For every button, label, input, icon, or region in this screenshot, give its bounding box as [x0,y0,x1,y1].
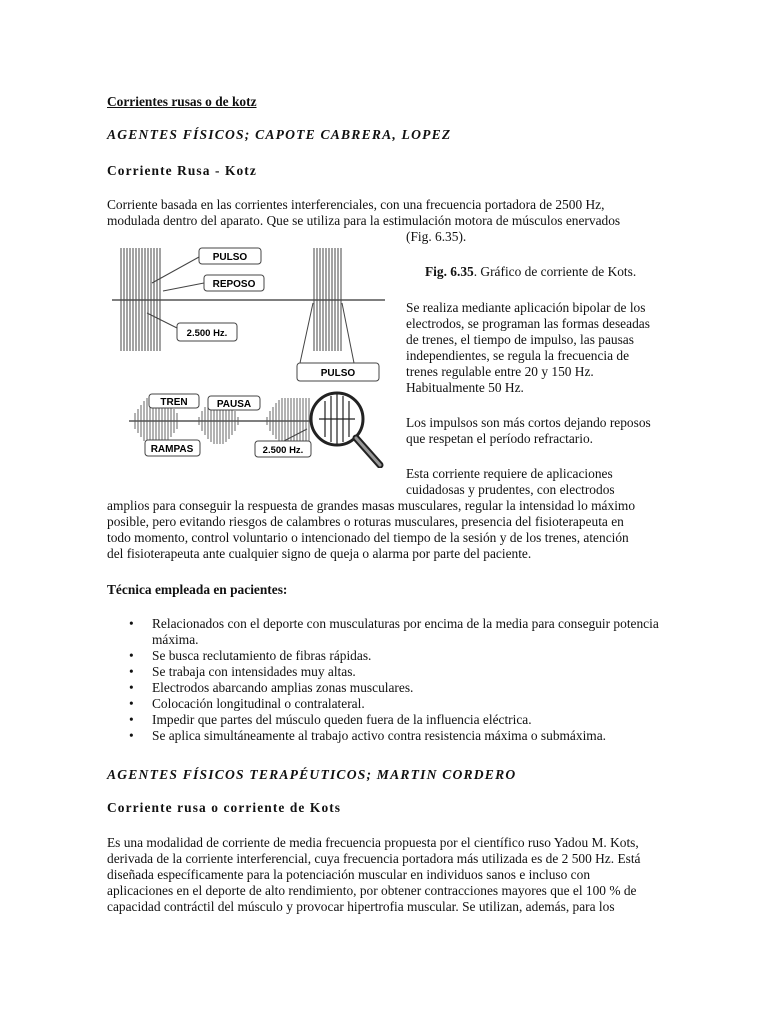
section-2-line: capacidad contráctil del músculo y provocar hipertrofia muscular. Se utilizan, además, para los [107,899,615,914]
p1-line: trenes regulable entre 20 y 150 Hz. [406,364,594,379]
label-pausa: PAUSA [216,399,252,410]
intro-line-3: (Fig. 6.35). [406,229,467,244]
p1-line: Se realiza mediante aplicación bipolar de los [406,300,646,315]
kots-current-figure [107,243,397,468]
section-2-line: derivada de la corriente interferencial, cuya frecuencia portadora más utilizada es de 2 500 Hz. Está [107,851,641,866]
section-1-subtitle: Corriente Rusa - Kotz [107,163,257,178]
pointer-reposo [163,283,204,291]
intro-line-1: Corriente basada en las corrientes interferenciales, con una frecuencia portadora de 2500 Hz, [107,197,605,212]
label-freq-bottom: 2.500 Hz. [262,445,304,456]
list-item: • Relacionados con el deporte con musculaturas por encima de la media para conseguir potencia máxima. [107,616,667,648]
label-tren: TREN [160,397,188,408]
p3-line: cuidadosas y prudentes, con electrodos [406,482,615,497]
technique-title: Técnica empleada en pacientes: [107,582,288,597]
list-item: • Electrodos abarcando amplias zonas musculares. [107,680,667,696]
section-2-subtitle: Corriente rusa o corriente de Kots [107,800,342,815]
pointer-pulso-top [152,257,199,283]
section-2-line: diseñada específicamente para la potenciación muscular en individuos sanos e incluso con [107,867,591,882]
section-2-line: Es una modalidad de corriente de media frecuencia propuesta por el científico ruso Yadou M. Kots, [107,835,639,850]
figure-caption-label: Fig. 6.35 [425,264,474,279]
p1-line: Habitualmente 50 Hz. [406,380,524,395]
figure-caption-text: . Gráfico de corriente de Kots. [473,264,637,279]
p3-line: amplios para conseguir la respuesta de grandes masas musculares, regular la intensidad lo máximo [107,498,636,513]
label-reposo: REPOSO [212,279,256,290]
technique-list [107,616,667,744]
label-pulso-bottom: PULSO [320,368,356,379]
p3-line: posible, pero evitando riesgos de calambres o roturas musculares, presencia del fisioterapeuta en [107,514,624,529]
pointer-pulso-bottom-right [342,303,354,363]
label-freq-top: 2.500 Hz. [186,328,228,339]
p2-line: que respetan el período refractario. [406,431,593,446]
p1-line: independientes, se regula la frecuencia de [406,348,630,363]
document-heading: Corrientes rusas o de kotz [107,94,257,109]
label-pulso-top: PULSO [212,252,248,263]
intro-line-2: modulada dentro del aparato. Que se utiliza para la estimulación motora de músculos enervados [107,213,621,228]
list-item: • Se aplica simultáneamente al trabajo activo contra resistencia máxima o submáxima. [107,728,667,744]
section-1-title: AGENTES FÍSICOS; CAPOTE CABRERA, LOPEZ [107,127,452,142]
p3-line: todo momento, control voluntario o intencionado del tiempo de la sesión y de los trenes, atención [107,530,629,545]
label-rampas: RAMPAS [150,444,194,455]
section-2-line: aplicaciones en el deporte de alto rendimiento, por obtener contracciones mayores que el 100 % de [107,883,637,898]
p1-line: electrodos, se programan las formas deseadas [406,316,650,331]
p3-line: del fisioterapeuta ante cualquier signo de queja o alarma por parte del paciente. [107,546,532,561]
p2-line: Los impulsos son más cortos dejando reposos [406,415,651,430]
section-2-title: AGENTES FÍSICOS TERAPÉUTICOS; MARTIN CORDERO [107,767,517,782]
list-item: • Se busca reclutamiento de fibras rápidas. [107,648,667,664]
p3-line: Esta corriente requiere de aplicaciones [406,466,613,481]
p1-line: de trenes, el tiempo de impulso, las pausas [406,332,634,347]
figure-caption [425,264,636,280]
pointer-pulso-bottom-left [300,303,313,363]
list-item: • Se trabaja con intensidades muy altas. [107,664,667,680]
list-item: • Impedir que partes del músculo queden fuera de la influencia eléctrica. [107,712,667,728]
list-item: • Colocación longitudinal o contralateral. [107,696,667,712]
